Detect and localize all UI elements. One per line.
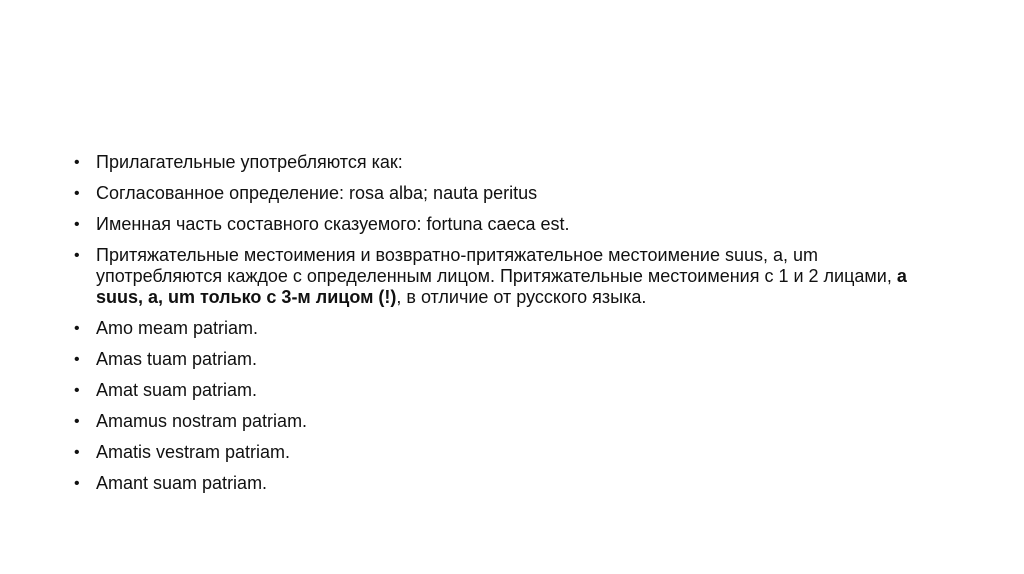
- bullet-text: Amamus nostram patriam.: [96, 411, 308, 431]
- bullet-item: [74, 245, 924, 308]
- bullet-item: [74, 442, 924, 463]
- bullet-list: [74, 152, 924, 504]
- bullet-text: Amatis vestram patriam.: [96, 442, 291, 462]
- bullet-icon: •: [74, 382, 80, 399]
- bullet-text-emphasis: а suus, a, um только с 3-м лицом (!): [96, 266, 907, 307]
- bullet-text: Amat suam patriam.: [96, 380, 258, 400]
- bullet-icon: •: [74, 413, 80, 430]
- bullet-text: Amo meam patriam.: [96, 318, 259, 338]
- bullet-item: [74, 214, 924, 235]
- bullet-icon: •: [74, 154, 80, 171]
- bullet-text: Прилагательные употребляются как:: [96, 152, 403, 172]
- bullet-icon: •: [74, 351, 80, 368]
- bullet-text: Согласованное определение: rosa alba; nauta peritus: [96, 183, 538, 203]
- bullet-item: [74, 318, 924, 339]
- bullet-item: [74, 411, 924, 432]
- bullet-icon: •: [74, 444, 80, 461]
- bullet-icon: •: [74, 320, 80, 337]
- bullet-item: [74, 152, 924, 173]
- bullet-icon: •: [74, 247, 80, 264]
- bullet-item: [74, 473, 924, 494]
- bullet-icon: •: [74, 216, 80, 233]
- bullet-icon: •: [74, 475, 80, 492]
- bullet-text-part: , в отличие от русского языка.: [396, 287, 647, 307]
- bullet-text: Amas tuam patriam.: [96, 349, 258, 369]
- bullet-item: [74, 183, 924, 204]
- bullet-text: Amant suam patriam.: [96, 473, 268, 493]
- bullet-text: Именная часть составного сказуемого: fortuna caeca est.: [96, 214, 570, 234]
- bullet-item: [74, 380, 924, 401]
- bullet-item: [74, 349, 924, 370]
- bullet-icon: •: [74, 185, 80, 202]
- bullet-text-part: Притяжательные местоимения и возвратно-притяжательное местоимение suus, a, um употребляются каждое с определенным лицом. Притяжательные местоимения с 1 и 2 лицами,: [96, 245, 897, 286]
